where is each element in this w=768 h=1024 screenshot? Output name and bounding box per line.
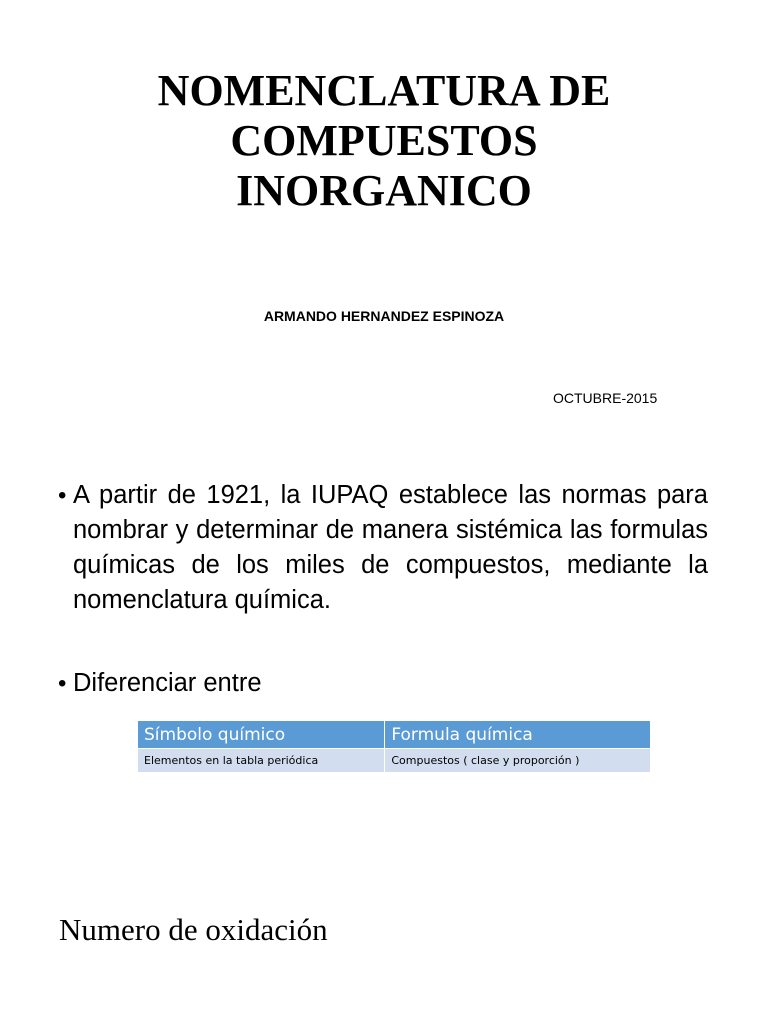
title-line-3: INORGANICO: [236, 166, 532, 215]
header-simbolo-quimico: Símbolo químico: [138, 721, 385, 749]
table-cell: Compuestos ( clase y proporción ): [385, 749, 650, 773]
bullet-item-diferenciar: [58, 666, 708, 701]
title-line-2: COMPUESTOS: [230, 116, 538, 165]
header-formula-quimica: Formula química: [385, 721, 650, 749]
comparison-table: [138, 721, 650, 772]
table-cell: Elementos en la tabla periódica: [138, 749, 385, 773]
document-title: [0, 66, 768, 216]
section-heading-oxidacion: Numero de oxidación: [59, 912, 328, 947]
bullet-marker: •: [58, 482, 67, 509]
table-header-row: [138, 721, 650, 749]
bullet-item-iupaq: [58, 478, 708, 618]
bullet-marker: •: [58, 670, 67, 697]
bullet-text: A partir de 1921, la IUPAQ establece las normas para nombrar y determinar de manera sistémica las formulas químicas de los miles de compuestos, mediante la nomenclatura química.: [73, 481, 708, 614]
bullet-text: Diferenciar entre: [73, 669, 262, 697]
author-name: ARMANDO HERNANDEZ ESPINOZA: [263, 308, 505, 324]
title-line-1: NOMENCLATURA DE: [157, 66, 611, 115]
document-date: OCTUBRE-2015: [553, 390, 658, 406]
table-row: [138, 749, 650, 773]
